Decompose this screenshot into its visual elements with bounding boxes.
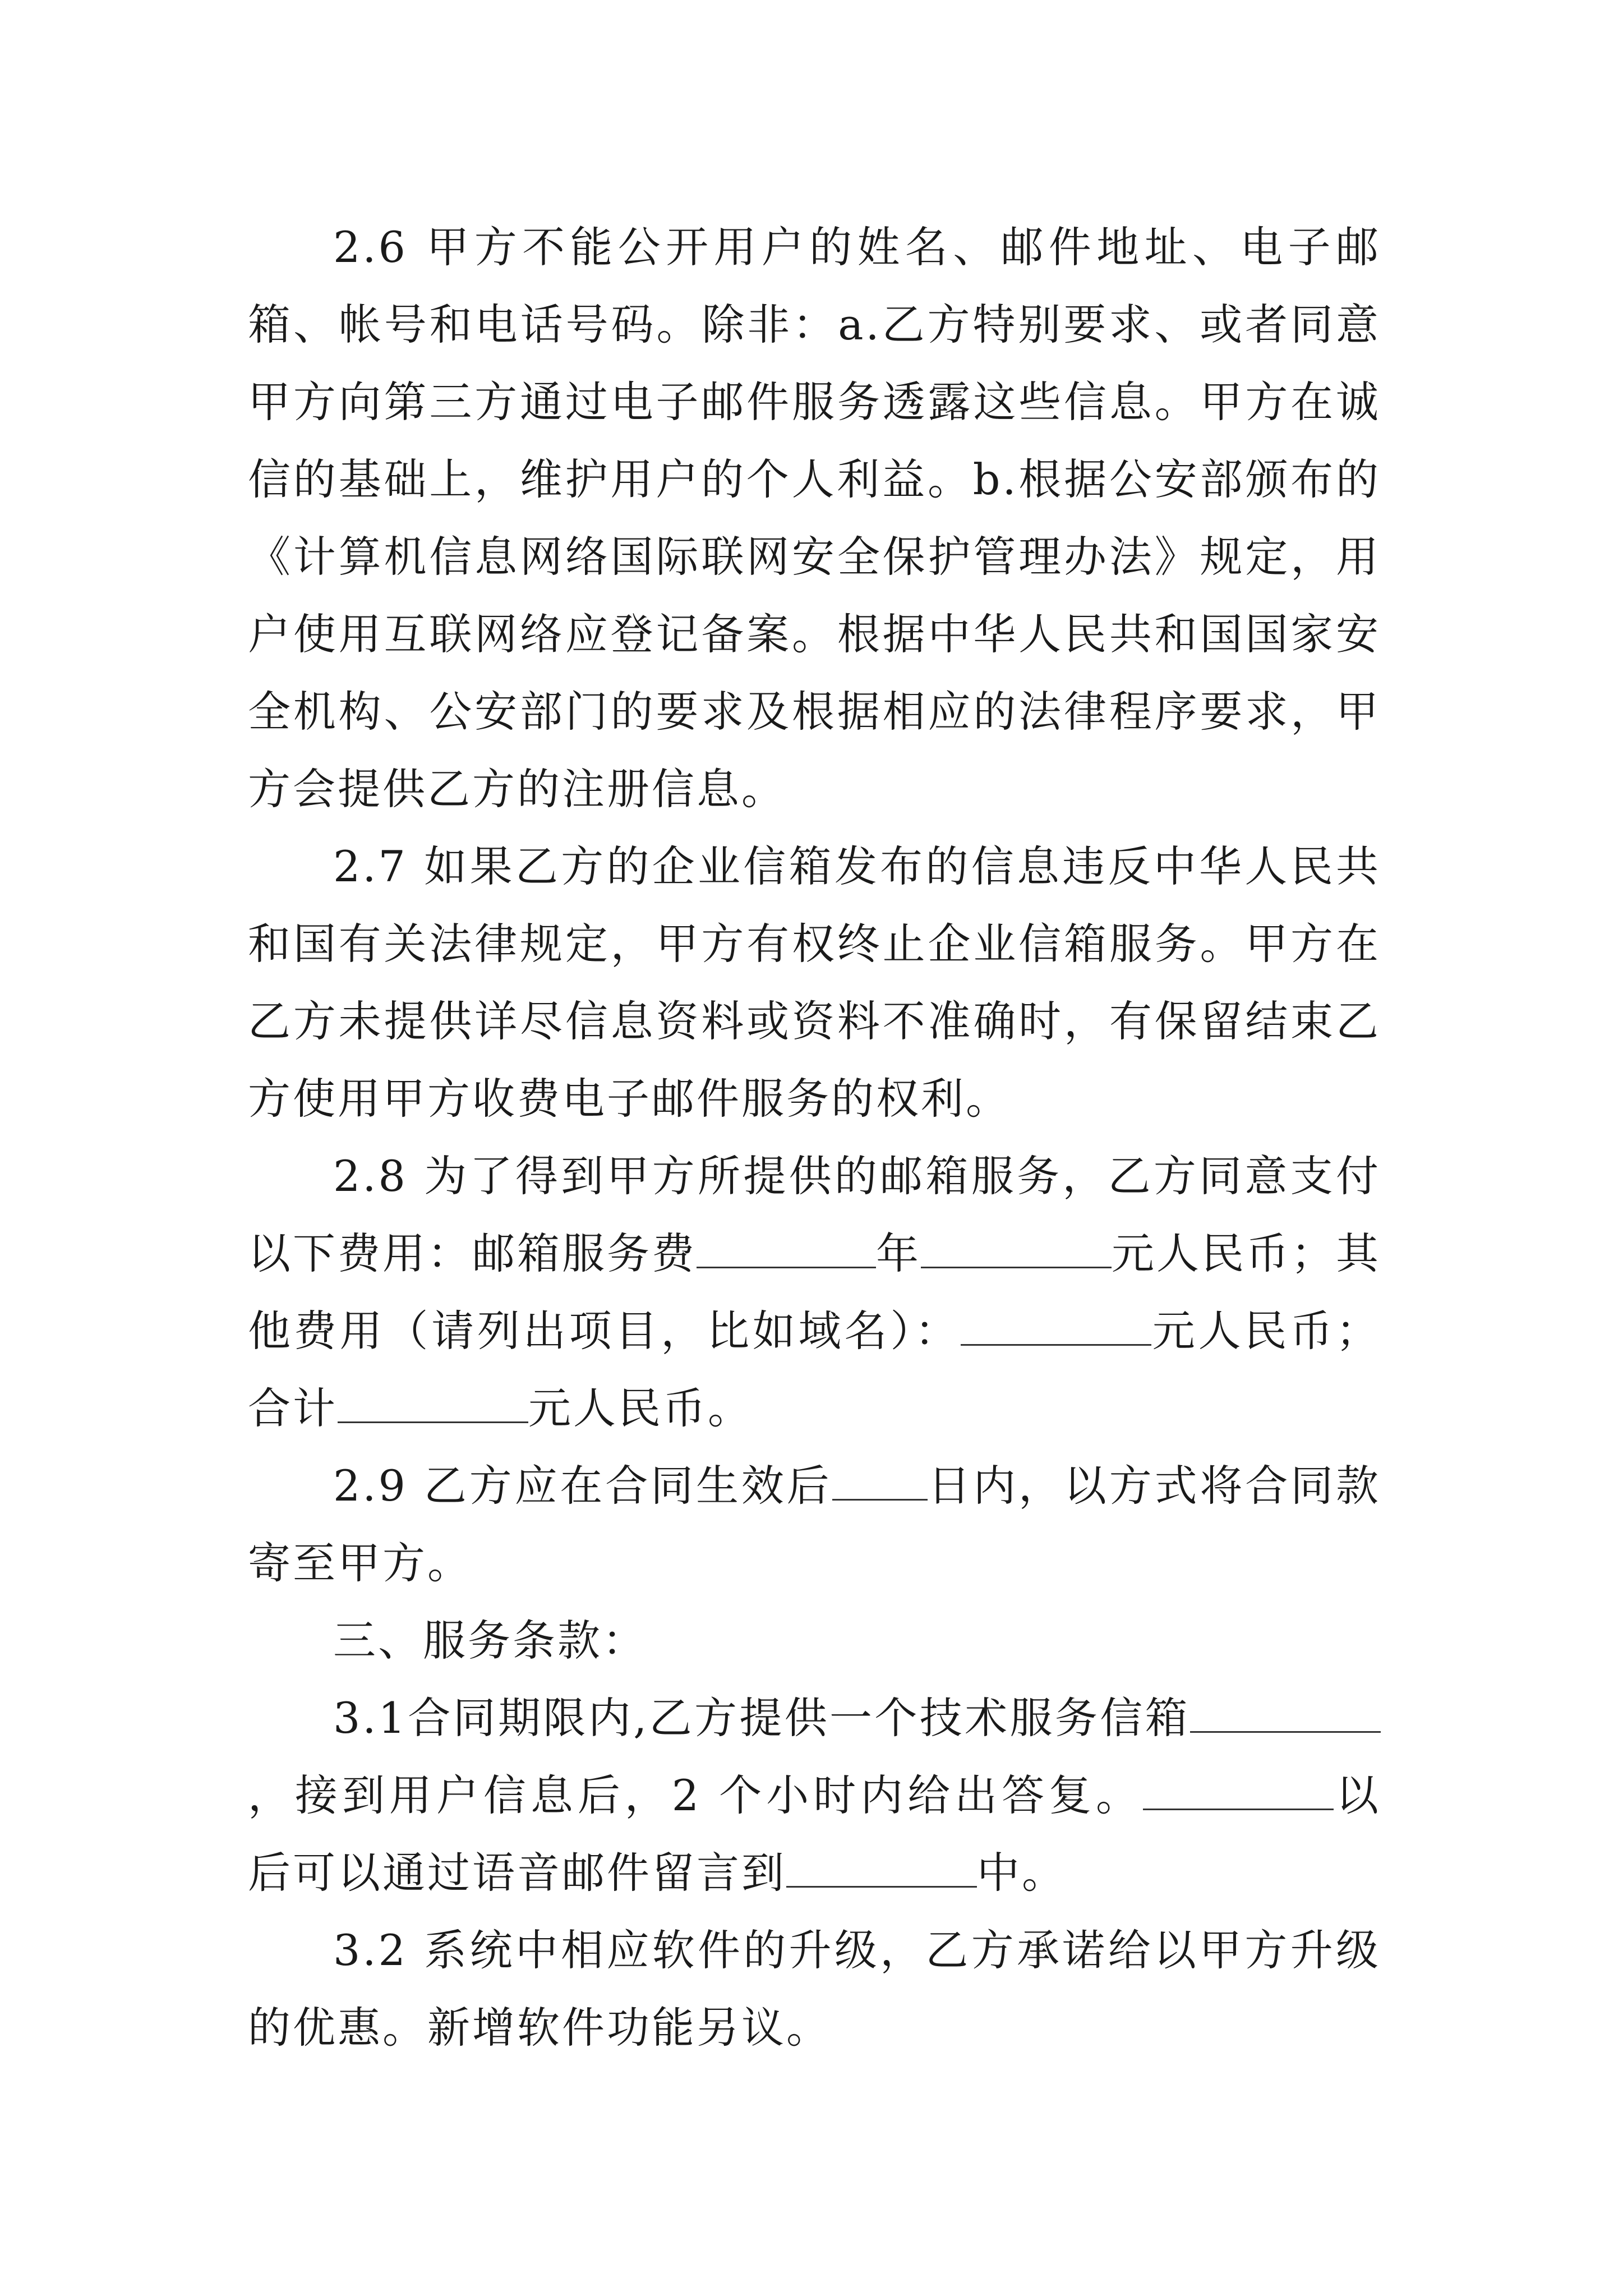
section-3-heading <box>248 1602 1381 1680</box>
total-amount-blank <box>338 1382 528 1423</box>
clause-3-1 <box>248 1680 1381 1912</box>
clause-2-7-text: 2.7 如果乙方的企业信箱发布的信息违反中华人民共和国有关法律规定，甲方有权终止企业信箱服务。甲方在乙方未提供详尽信息资料或资料不准确时，有保留结束乙方使用甲方收费电子邮件服务的权利。 <box>248 841 1381 1124</box>
clause-2-8-text-3: 元人民币；其他费用（请列出项目，比如域名）： <box>248 1228 1381 1356</box>
clause-2-9-text-2: 日内，以方式将合同款寄至甲方。 <box>248 1461 1381 1588</box>
clause-2-8-text-2: 年 <box>876 1228 921 1278</box>
section-3-heading-text: 三、服务条款： <box>333 1616 647 1665</box>
clause-3-2-text: 3.2 系统中相应软件的升级，乙方承诺给以甲方升级的优惠。新增软件功能另议。 <box>248 1925 1381 2053</box>
clause-3-1-text-1: 3.1合同期限内,乙方提供一个技术服务信箱 <box>333 1693 1190 1743</box>
after-time-blank <box>1143 1769 1334 1810</box>
other-fee-amount-blank <box>961 1305 1151 1346</box>
clause-2-6 <box>248 209 1381 828</box>
clause-3-1-text-2: ，接到用户信息后，2 个小时内给出答复。 <box>248 1770 1144 1820</box>
tech-service-mailbox-blank <box>1190 1692 1381 1733</box>
clause-2-6-text: 2.6 甲方不能公开用户的姓名、邮件地址、电子邮箱、帐号和电话号码。除非：a.乙方特别要求、或者同意甲方向第三方通过电子邮件服务透露这些信息。甲方在诚信的基础上，维护用户的个人利益。b.根据公安部颁布的《计算机信息网络国际联网安全保护管理办法》规定，用户使用互联网络应登记备案。根据中华人民共和国国家安全机构、公安部门的要求及根据相应的法律程序要求，甲方会提供乙方的注册信息。 <box>248 222 1381 814</box>
clause-2-8-text-4: 元人民币；合计 <box>248 1306 1381 1433</box>
clause-2-8-text-1: 2.8 为了得到甲方所提供的邮箱服务，乙方同意支付以下费用：邮箱服务费 <box>248 1151 1381 1278</box>
clause-2-8-text-5: 元人民币。 <box>528 1383 753 1433</box>
clause-2-8 <box>248 1138 1381 1447</box>
document-body <box>248 209 1381 2067</box>
clause-2-7 <box>248 828 1381 1138</box>
clause-2-9 <box>248 1447 1381 1602</box>
voicemail-target-blank <box>786 1847 977 1888</box>
mailbox-fee-amount-blank <box>921 1227 1112 1268</box>
clause-3-2 <box>248 1912 1381 2067</box>
clause-2-9-text-1: 2.9 乙方应在合同生效后 <box>333 1461 832 1511</box>
mailbox-fee-per-year-blank <box>697 1227 876 1268</box>
clause-3-1-text-4: 中。 <box>977 1848 1067 1898</box>
payment-days-blank <box>832 1460 928 1501</box>
clause-3-1-text-3: 以后可以通过语音邮件留言到 <box>248 1770 1381 1898</box>
